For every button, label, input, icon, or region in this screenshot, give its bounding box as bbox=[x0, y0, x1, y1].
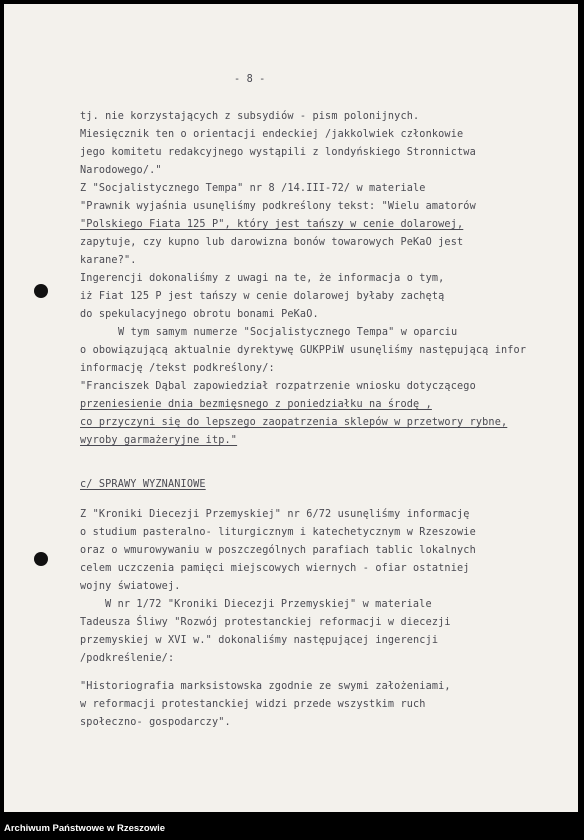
text-line: Ingerencji dokonaliśmy z uwagi na te, że informacja o tym, bbox=[80, 273, 445, 284]
text-line: do spekulacyjnego obrotu bonami PeKaO. bbox=[80, 309, 319, 320]
text-line: tj. nie korzystających z subsydiów - pism polonijnych. bbox=[80, 111, 420, 122]
text-line: Z "Socjalistycznego Tempa" nr 8 /14.III-72/ w materiale bbox=[80, 183, 426, 194]
text-line: Z "Kroniki Diecezji Przemyskiej" nr 6/72 usunęliśmy informację bbox=[80, 509, 470, 520]
text-line-underlined: "Polskiego Fiata 125 P", który jest tańszy w cenie dolarowej, bbox=[80, 219, 464, 230]
text-line: wojny światowej. bbox=[80, 581, 181, 592]
text-line-underlined: co przyczyni się do lepszego zaopatrzenia sklepów w przetwory rybne, bbox=[80, 417, 508, 428]
text-line-underlined: wyroby garmażeryjne itp." bbox=[80, 435, 238, 446]
text-line: oraz o wmurowywaniu w poszczególnych parafiach tablic lokalnych bbox=[80, 545, 476, 556]
text-line: społeczno- gospodarczy". bbox=[80, 717, 231, 728]
text-line: informację /tekst podkreślony/: bbox=[80, 363, 275, 374]
page-number: - 8 - bbox=[234, 74, 266, 85]
text-line: Narodowego/." bbox=[80, 165, 162, 176]
text-line: celem uczczenia pamięci miejscowych wiernych - ofiar ostatniej bbox=[80, 563, 470, 574]
text-line: Tadeusza Śliwy "Rozwój protestanckiej reformacji w diecezji bbox=[80, 617, 451, 628]
text-line: jego komitetu redakcyjnego wystąpili z londyńskiego Stronnictwa bbox=[80, 147, 476, 158]
text-line: "Historiografia marksistowska zgodnie ze swymi założeniami, bbox=[80, 681, 451, 692]
text-line: o obowiązującą aktualnie dyrektywę GUKPPiW usunęliśmy następującą infor bbox=[80, 345, 527, 356]
text-line-underlined: przeniesienie dnia bezmięsnego z poniedziałku na środę , bbox=[80, 399, 432, 410]
text-line: zapytuje, czy kupno lub darowizna bonów towarowych PeKaO jest bbox=[80, 237, 464, 248]
document-page bbox=[4, 4, 578, 812]
text-line: o studium pasteralno- liturgicznym i katechetycznym w Rzeszowie bbox=[80, 527, 476, 538]
text-line: W nr 1/72 "Kroniki Diecezji Przemyskiej" w materiale bbox=[105, 599, 432, 610]
text-line: /podkreślenie/: bbox=[80, 653, 175, 664]
text-line: iż Fiat 125 P jest tańszy w cenie dolarowej byłaby zachętą bbox=[80, 291, 445, 302]
archive-caption: Archiwum Państwowe w Rzeszowie bbox=[4, 823, 166, 834]
text-line: "Prawnik wyjaśnia usunęliśmy podkreślony tekst: "Wielu amatorów bbox=[80, 201, 476, 212]
text-line: W tym samym numerze "Socjalistycznego Tempa" w oparciu bbox=[118, 327, 458, 338]
text-line: w reformacji protestanckiej widzi przede wszystkim ruch bbox=[80, 699, 426, 710]
text-line: przemyskiej w XVI w." dokonaliśmy następującej ingerencji bbox=[80, 635, 439, 646]
text-line: karane?". bbox=[80, 255, 137, 266]
text-line: "Franciszek Dąbal zapowiedział rozpatrzenie wniosku dotyczącego bbox=[80, 381, 476, 392]
text-line: Miesięcznik ten o orientacji endeckiej /jakkolwiek członkowie bbox=[80, 129, 464, 140]
punch-hole-bottom bbox=[34, 552, 48, 566]
punch-hole-top bbox=[34, 284, 48, 298]
section-heading: c/ SPRAWY WYZNANIOWE bbox=[80, 479, 206, 490]
